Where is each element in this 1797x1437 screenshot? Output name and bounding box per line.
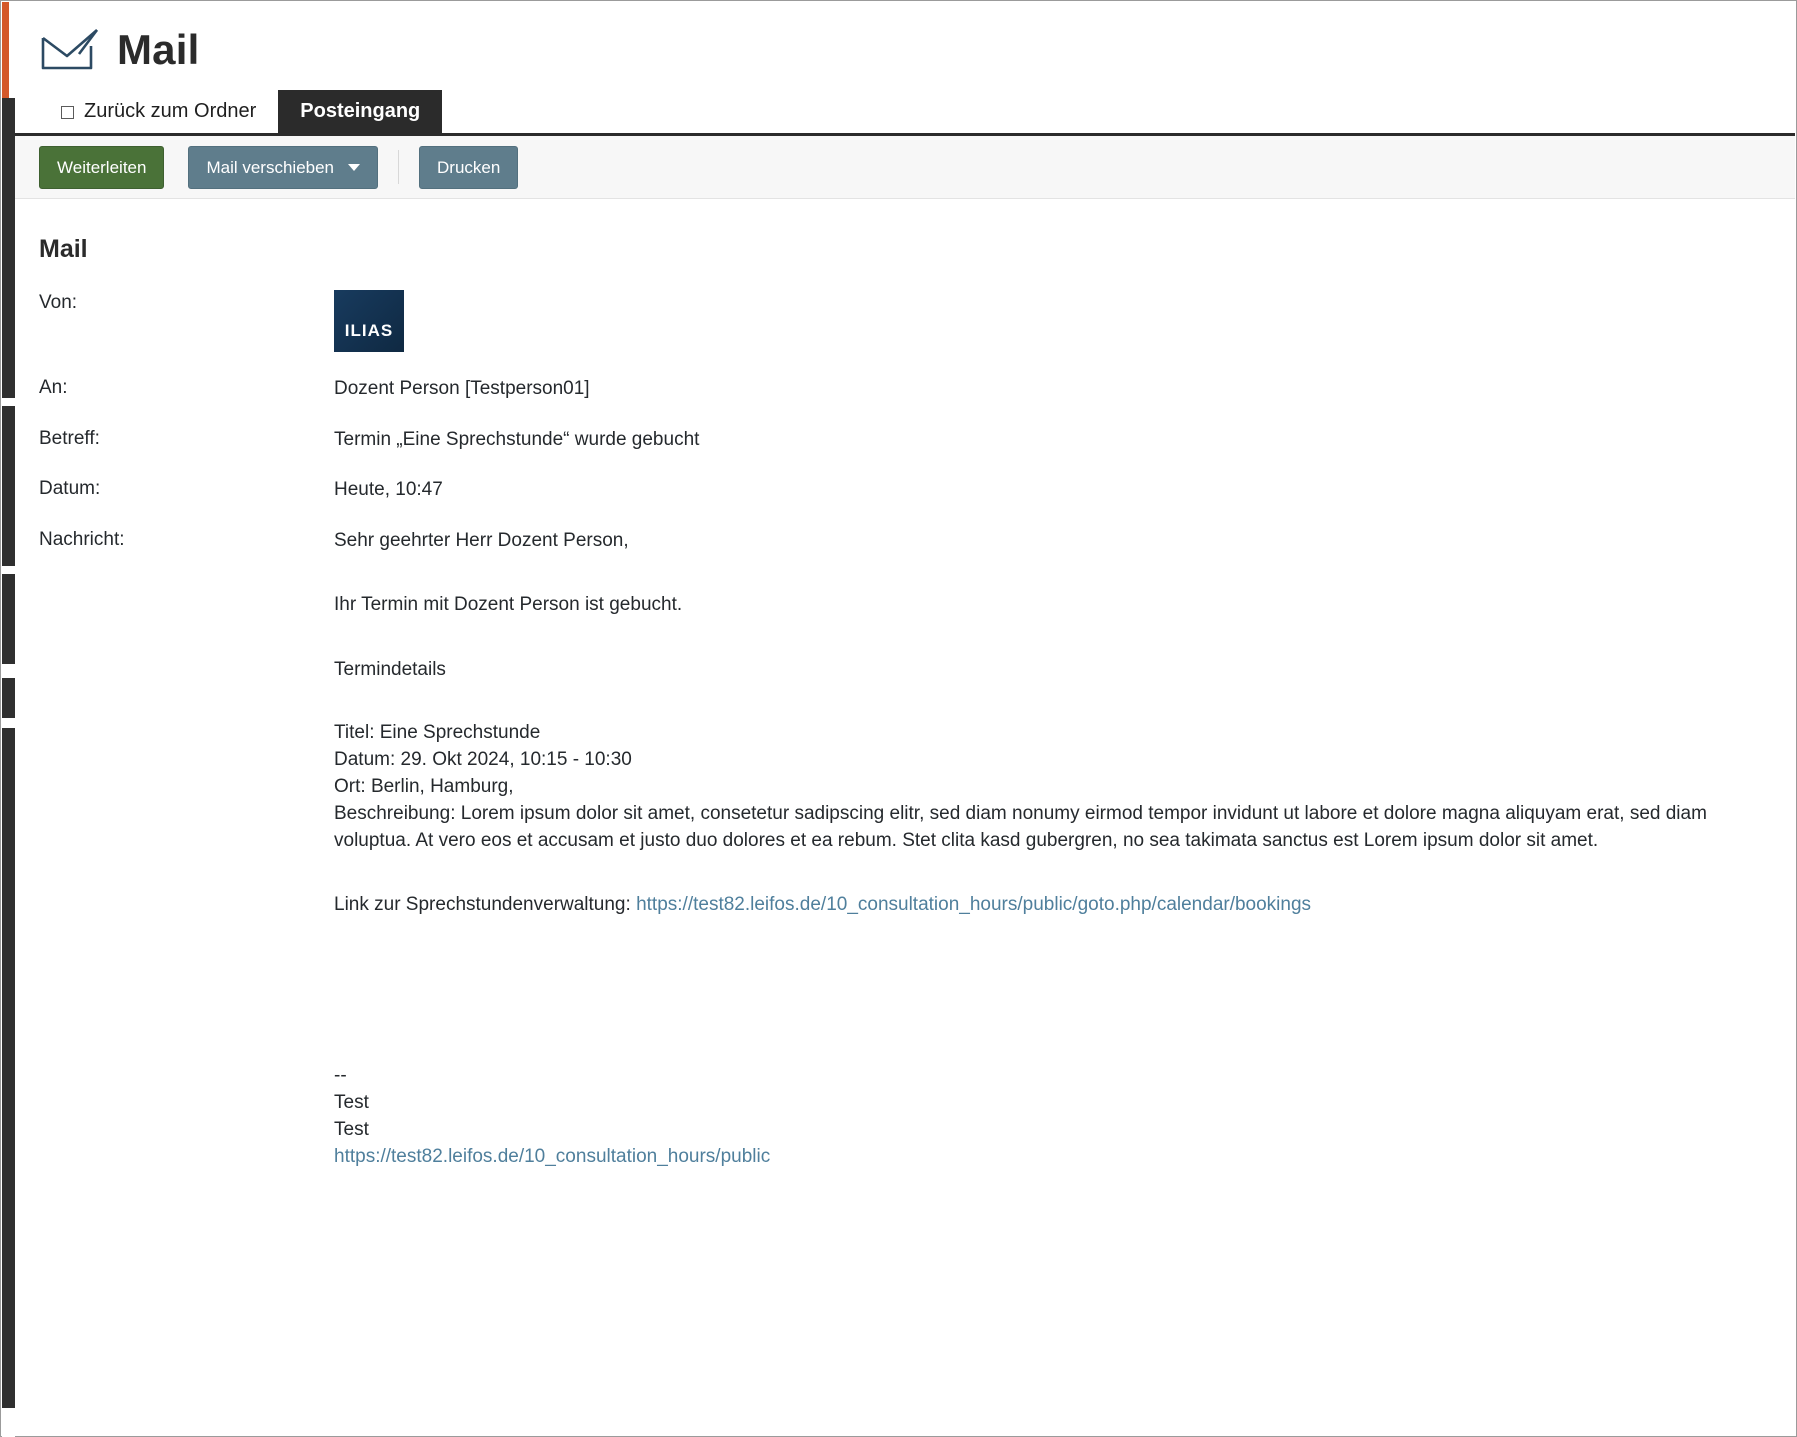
field-to xyxy=(39,375,1771,403)
field-date xyxy=(39,476,1771,504)
envelope-icon xyxy=(39,24,101,76)
signature-line-2: Test xyxy=(334,1119,369,1141)
tab-back-to-folder[interactable] xyxy=(39,90,278,133)
field-date-label: Datum: xyxy=(39,478,101,500)
tab-inbox-label: Posteingang xyxy=(300,100,421,122)
field-message xyxy=(39,527,1771,1172)
detail-date: Datum: 29. Okt 2024, 10:15 - 10:30 xyxy=(334,749,632,771)
field-from-value xyxy=(334,290,404,352)
field-from-label: Von: xyxy=(39,292,78,313)
toolbar-divider xyxy=(398,150,399,184)
field-date-value: Heute, 10:47 xyxy=(334,479,443,501)
move-mail-label: Mail verschieben xyxy=(206,157,335,177)
print-button[interactable]: Drucken xyxy=(419,146,518,189)
rail-segment-4 xyxy=(2,678,15,718)
back-folder-icon xyxy=(61,106,74,119)
message-intro: Ihr Termin mit Dozent Person ist gebucht. xyxy=(334,594,683,616)
tabbar xyxy=(15,94,1795,136)
tab-inbox[interactable] xyxy=(278,90,442,133)
rail-segment-3 xyxy=(2,574,15,664)
chevron-down-icon xyxy=(348,164,360,171)
mail-section-title: Mail xyxy=(39,235,88,263)
field-to-label: An: xyxy=(39,377,68,398)
signature-dashes: -- xyxy=(334,1065,347,1087)
tab-back-label: Zurück zum Ordner xyxy=(84,100,257,122)
field-subject-value: Termin „Eine Sprechstunde“ wurde gebucht xyxy=(334,428,700,450)
signature-spacer xyxy=(334,955,1744,1063)
message-details-heading: Termindetails xyxy=(334,658,446,680)
management-link-label: Link zur Sprechstundenverwaltung: xyxy=(334,893,631,915)
page-content xyxy=(15,2,1795,1435)
rail-segment-1 xyxy=(2,98,15,398)
page-title: Mail xyxy=(117,26,200,73)
ilias-logo-text: ILIAS xyxy=(344,321,394,341)
rail-segment-2 xyxy=(2,406,15,566)
mail-pane xyxy=(15,199,1795,1171)
field-subject xyxy=(39,426,1771,454)
appointment-details xyxy=(334,720,1744,855)
detail-description: Beschreibung: Lorem ipsum dolor sit amet, consetetur sadipscing elitr, sed diam nonumy eirmod tempor invidunt ut labore et dolore magna aliquyam erat, sed diam voluptua. At vero eos et accusam et justo duo dolores et ea rebum. Stet clita kasd gubergren, no sea takimata sanctus est Lorem ipsum dolor sit amet. xyxy=(334,803,1707,852)
message-salutation: Sehr geehrter Herr Dozent Person, xyxy=(334,529,629,551)
field-message-value xyxy=(334,527,1744,1172)
management-link-row xyxy=(334,891,1744,920)
field-from xyxy=(39,290,1771,352)
detail-location: Ort: Berlin, Hamburg, xyxy=(334,776,514,798)
left-rail xyxy=(2,2,15,1437)
field-message-label: Nachricht: xyxy=(39,528,125,550)
forward-button[interactable]: Weiterleiten xyxy=(39,146,164,189)
rail-accent-orange xyxy=(2,2,9,98)
signature-block xyxy=(334,1063,1744,1171)
app-header xyxy=(15,2,1795,94)
signature-line-1: Test xyxy=(334,1092,369,1114)
detail-title: Titel: Eine Sprechstunde xyxy=(334,722,541,744)
field-to-value: Dozent Person [Testperson01] xyxy=(334,378,590,399)
ilias-logo-icon xyxy=(334,290,404,352)
field-subject-label: Betreff: xyxy=(39,427,100,449)
action-toolbar xyxy=(15,136,1795,199)
move-mail-dropdown[interactable] xyxy=(188,146,378,189)
management-link[interactable]: https://test82.leifos.de/10_consultation_hours/public/goto.php/calendar/bookings xyxy=(636,893,1312,915)
signature-link[interactable]: https://test82.leifos.de/10_consultation_hours/public xyxy=(334,1146,771,1168)
rail-segment-5 xyxy=(2,728,15,1408)
